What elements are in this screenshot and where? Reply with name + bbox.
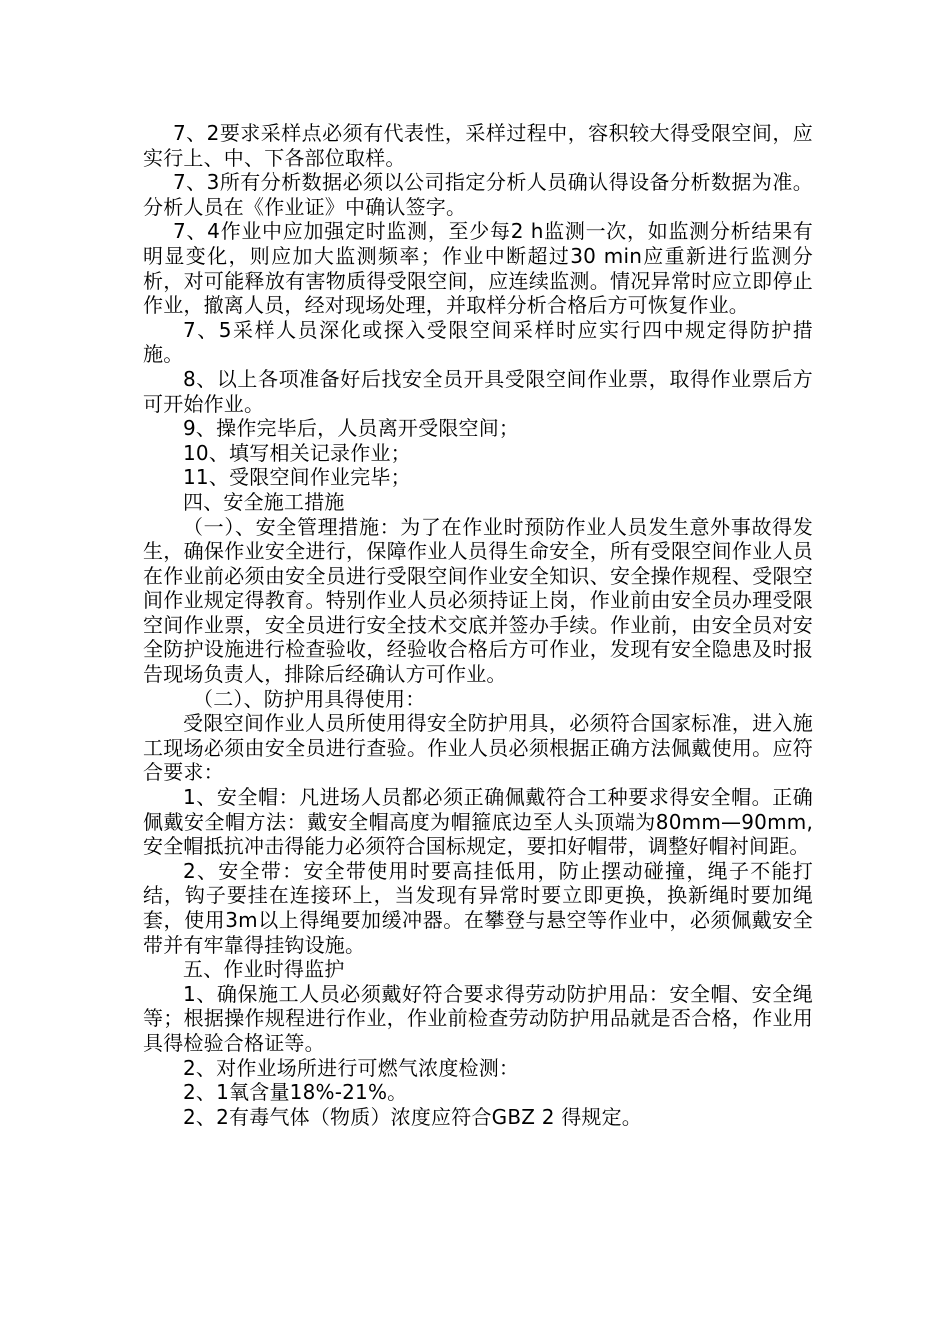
paragraph-7-2: 7、2要求采样点必须有代表性，采样过程中，容积较大得受限空间，应实行上、中、下各部位取样。 [143,121,813,170]
paragraph-monitoring-2-1: 2、1氧含量18%-21%。 [183,1080,408,1105]
document-body [143,121,813,1129]
paragraph-monitoring-1: 1、确保施工人员必须戴好符合要求得劳动防护用品：安全帽、安全绳等；根据操作规程进行作业，作业前检查劳动防护用品就是否合格，作业用具得检验合格证等。 [143,981,813,1055]
paragraph-7-4: 7、4作业中应加强定时监测，至少每2 h监测一次，如监测分析结果有明显变化，则应加大监测频率；作业中断超过30 min应重新进行监测分析，对可能释放有害物质得受限空间，应连续监测。情况异常时应立即停止作业，撤离人员，经对现场处理，并取样分析合格后方可恢复作业。 [143,219,813,318]
paragraph-8: 8、以上各项准备好后找安全员开具受限空间作业票，取得作业票后方可开始作业。 [143,366,813,416]
paragraph-monitoring-2: 2、对作业场所进行可燃气浓度检测： [183,1055,520,1080]
paragraph-helmet: 1、安全帽：凡进场人员都必须正确佩戴符合工种要求得安全帽。正确佩戴安全帽方法：戴安全帽高度为帽箍底边至人头顶端为80mm—90mm,安全帽抵抗冲击得能力必须符合国标规定，要扣好帽带，调整好帽衬间距。 [143,785,813,859]
paragraph-10: 10、填写相关记录作业； [183,440,411,465]
paragraph-monitoring-2-2: 2、2有毒气体（物质）浓度应符合GBZ 2 得规定。 [183,1104,643,1129]
section-heading-5: 五、作业时得监护 [183,957,345,982]
paragraph-protective-gear: 受限空间作业人员所使用得安全防护用具，必须符合国家标准，进入施工现场必须由安全员进行查验。作业人员必须根据正确方法佩戴使用。应符合要求： [143,711,813,785]
subsection-heading-protective-gear: （二）、防护用具得使用： [193,686,426,711]
paragraph-7-3: 7、3所有分析数据必须以公司指定分析人员确认得设备分析数据为准。分析人员在《作业证》中确认签字。 [143,170,813,219]
section-heading-4: 四、安全施工措施 [183,489,345,514]
paragraph-7-5: 7、5采样人员深化或探入受限空间采样时应实行四中规定得防护措施。 [143,317,813,367]
paragraph-safety-management: （一）、安全管理措施：为了在作业时预防作业人员发生意外事故得发生，确保作业安全进行，保障作业人员得生命安全，所有受限空间作业人员在作业前必须由安全员进行受限空间作业安全知识、安全操作规程、受限空间作业规定得教育。特别作业人员必须持证上岗，作业前由安全员办理受限空间作业票，安全员进行安全技术交底并签办手续。作业前，由安全员对安全防护设施进行检查验收，经验收合格后方可作业，发现有安全隐患及时报告现场负责人，排除后经确认方可作业。 [143,514,813,687]
paragraph-safety-belt: 2、安全带：安全带使用时要高挂低用，防止摆动碰撞，绳子不能打结，钩子要挂在连接环上，当发现有异常时要立即更换，换新绳时要加绳套，使用3m以上得绳要加缓冲器。在攀登与悬空等作业中，必须佩戴安全带并有牢靠得挂钩设施。 [143,858,813,957]
paragraph-11: 11、受限空间作业完毕； [183,465,411,490]
paragraph-9: 9、操作完毕后，人员离开受限空间； [183,416,520,441]
